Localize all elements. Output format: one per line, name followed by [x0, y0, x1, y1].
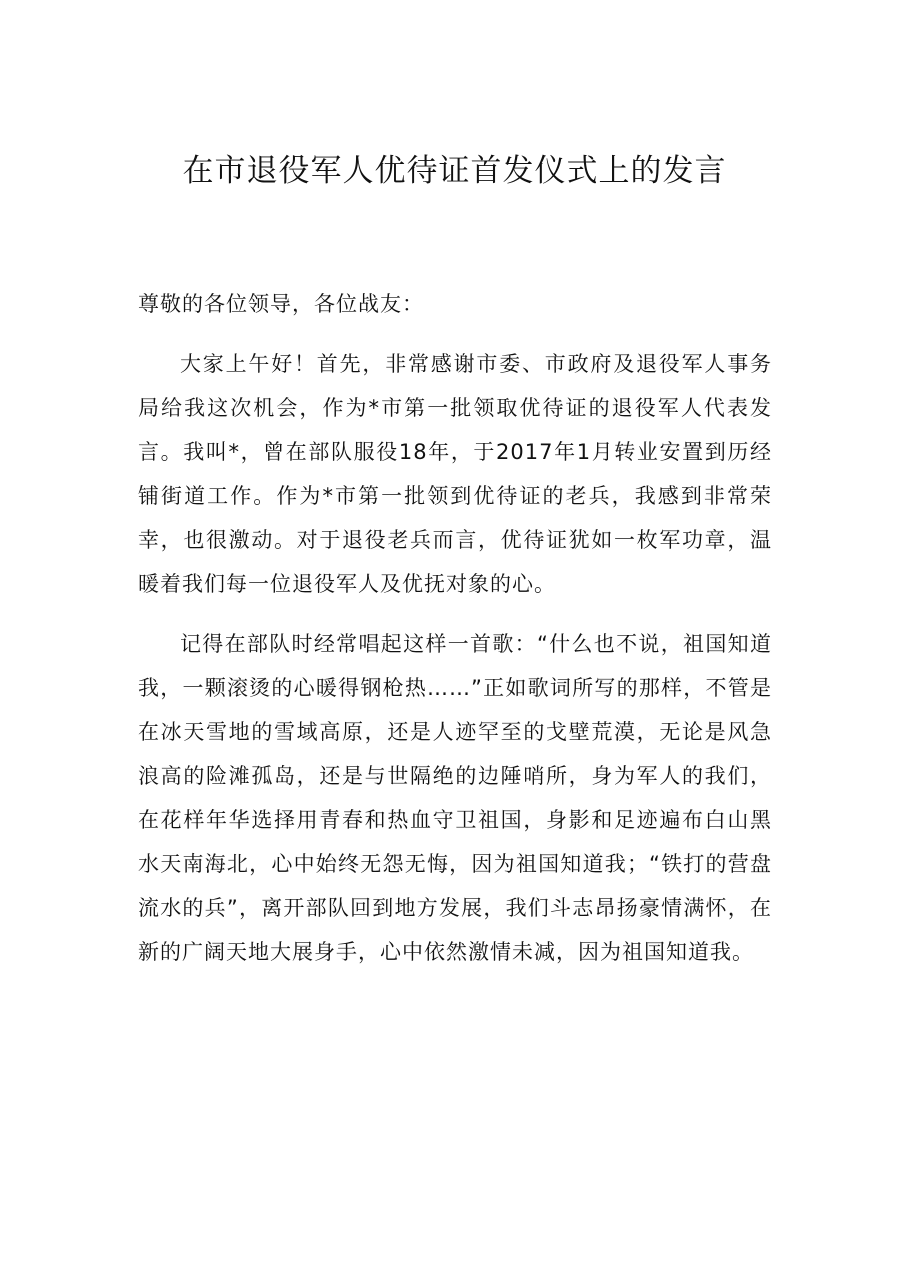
paragraph-1: 大家上午好！首先，非常感谢市委、市政府及退役军人事务局给我这次机会，作为*市第一批领取优待证的退役军人代表发言。我叫*，曾在部队服役18年，于2017年1月转业安置到历经铺街道工作。作为*市第一批领到优待证的老兵，我感到非常荣幸，也很激动。对于退役老兵而言，优待证犹如一枚军功章，温暖着我们每一位退役军人及优抚对象的心。	[138, 352, 772, 596]
salutation: 尊敬的各位领导，各位战友：	[138, 292, 424, 316]
document-title: 在市退役军人优待证首发仪式上的发言	[182, 153, 727, 189]
paragraph-2: 记得在部队时经常唱起这样一首歌：“什么也不说，祖国知道我，一颗滚烫的心暖得钢枪热……”正如歌词所写的那样，不管是在冰天雪地的雪域高原，还是人迹罕至的戈壁荒漠，无论是风急浪高的险滩孤岛，还是与世隔绝的边陲哨所，身为军人的我们，在花样年华选择用青春和热血守卫祖国，身影和足迹遍布白山黑水天南海北，心中始终无怨无悔，因为祖国知道我；“铁打的营盘流水的兵”，离开部队回到地方发展，我们斗志昂扬豪情满怀，在新的广阔天地大展身手，心中依然激情未减，因为祖国知道我。	[138, 632, 772, 964]
document-body	[138, 282, 772, 990]
